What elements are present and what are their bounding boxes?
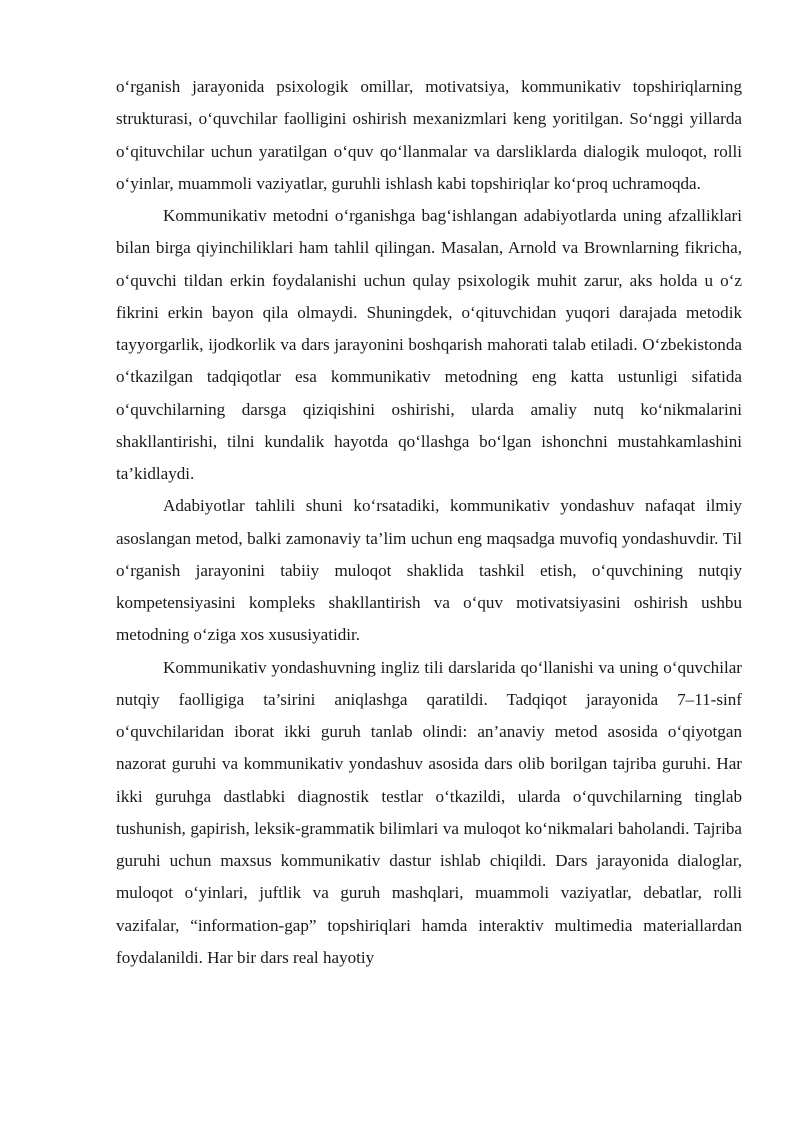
paragraph-3: Adabiyotlar tahlili shuni ko‘rsatadiki, kommunikativ yondashuv nafaqat ilmiy asoslangan metod, balki zamonaviy ta’lim uchun eng maqsadga muvofiq yondashuvdir. Til o‘rganish jarayonini tabiiy muloqot shaklida tashkil etish, o‘quvchining nutqiy kompetensiyasini kompleks shakllantirish va o‘quv motivatsiyasini oshirish ushbu metodning o‘ziga xos xususiyatidir. bbox=[116, 496, 742, 645]
paragraph-2: Kommunikativ metodni o‘rganishga bag‘ishlangan adabiyotlarda uning afzalliklari bilan birga qiyinchiliklari ham tahlil qilingan. Masalan, Arnold va Brownlarning fikricha, o‘quvchi tildan erkin foydalanishi uchun qulay psixologik muhit zarur, aks holda u o‘z fikrini erkin bayon qila olmaydi. Shuningdek, o‘qituvchidan yuqori darajada metodik tayyorgarlik, ijodkorlik va dars jarayonini boshqarish mahorati talab etiladi. O‘zbekistonda o‘tkazilgan tadqiqotlar esa kommunikativ metodning eng katta ustunligi sifatida o‘quvchilarning darsga qiziqishini oshirishi, ularda amaliy nutq ko‘nikmalarini shakllantirishi, tilni kundalik hayotda qo‘llashga bo‘lgan ishonchni mustahkamlashini ta’kidlaydi. bbox=[116, 206, 742, 483]
document-page bbox=[116, 71, 742, 974]
paragraph-1: o‘rganish jarayonida psixologik omillar, motivatsiya, kommunikativ topshiriqlarning strukturasi, o‘quvchilar faolligini oshirish mexanizmlari keng yoritilgan. So‘nggi yillarda o‘qituvchilar uchun yaratilgan o‘quv qo‘llanmalar va darsliklarda dialogik muloqot, rolli o‘yinlar, muammoli vaziyatlar, guruhli ishlash kabi topshiriqlar ko‘proq uchramoqda. bbox=[116, 77, 742, 193]
paragraph-4: Kommunikativ yondashuvning ingliz tili darslarida qo‘llanishi va uning o‘quvchilar nutqiy faolligiga ta’sirini aniqlashga qaratildi. Tadqiqot jarayonida 7–11-sinf o‘quvchilaridan iborat ikki guruh tanlab olindi: an’anaviy metod asosida o‘qiyotgan nazorat guruhi va kommunikativ yondashuv asosida dars olib borilgan tajriba guruhi. Har ikki guruhga dastlabki diagnostik testlar o‘tkazildi, ularda o‘quvchilarning tinglab tushunish, gapirish, leksik-grammatik bilimlari va muloqot ko‘nikmalari baholandi. Tajriba guruhi uchun maxsus kommunikativ dastur ishlab chiqildi. Dars jarayonida dialoglar, muloqot o‘yinlari, juftlik va guruh mashqlari, muammoli vaziyatlar, debatlar, rolli vazifalar, “information-gap” topshiriqlari hamda interaktiv multimedia materiallardan foydalanildi. Har bir dars real hayotiy bbox=[116, 657, 742, 967]
